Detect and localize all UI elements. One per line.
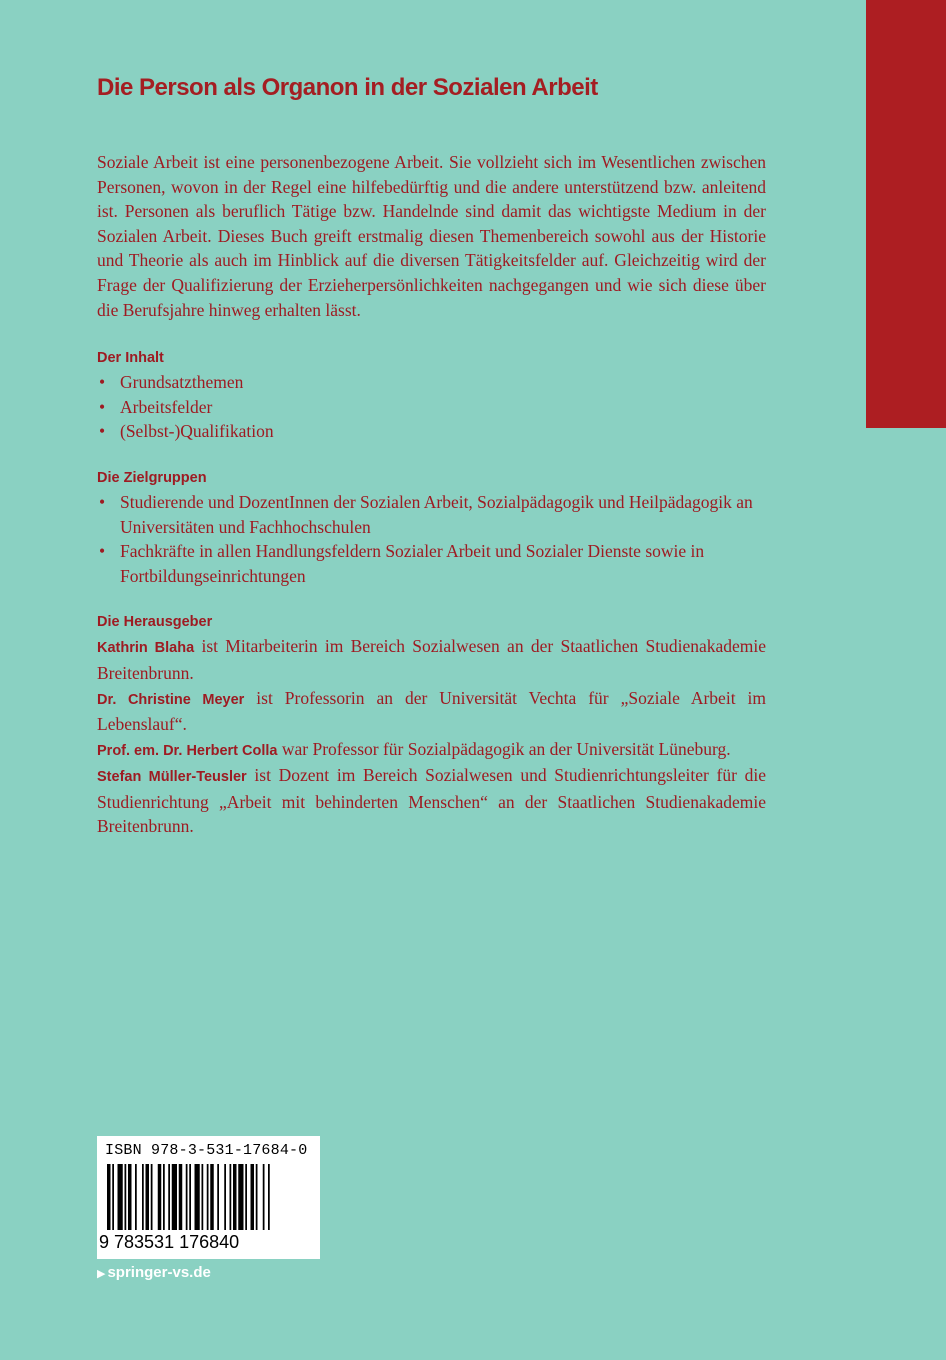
editor-name: Prof. em. Dr. Herbert Colla — [97, 742, 278, 759]
isbn-label: ISBN 978-3-531-17684-0 — [105, 1142, 308, 1159]
herausgeber-entry — [97, 634, 766, 685]
zielgruppen-heading: Die Zielgruppen — [97, 469, 207, 486]
editor-bio: war Professor für Sozialpädagogik an der Universität Lüneburg. — [281, 738, 731, 759]
bullet-icon: • — [99, 421, 106, 442]
editor-name: Dr. Christine Meyer — [97, 691, 245, 708]
editor-bio: ist Dozent im Bereich Sozialwesen und Studienrichtungsleiter für die Studienrichtung „Arbeit mit behinderten Menschen“ an der Staatlichen Studienakademie Breitenbrunn. — [97, 765, 766, 837]
website-label: springer-vs.de — [107, 1264, 211, 1281]
back-cover-content — [97, 72, 766, 839]
herausgeber-heading: Die Herausgeber — [97, 614, 213, 631]
editor-bio: ist Mitarbeiterin im Bereich Sozialwesen an der Staatlichen Studienakademie Breitenbrunn. — [97, 636, 767, 683]
inhalt-heading: Der Inhalt — [97, 350, 164, 367]
inhalt-item-label: (Selbst-)Qualifikation — [120, 421, 274, 442]
isbn-barcode — [97, 1136, 320, 1259]
inhalt-list — [97, 370, 766, 444]
herausgeber-entry — [97, 737, 766, 764]
bullet-icon: • — [99, 372, 106, 393]
book-title: Die Person als Organon in der Sozialen Arbeit — [97, 74, 598, 101]
list-item — [97, 370, 766, 395]
red-accent-band — [866, 0, 946, 428]
editor-name: Stefan Müller-Teusler — [97, 769, 247, 786]
barcode-digits: 9 783531 176840 — [99, 1232, 240, 1252]
herausgeber-entry — [97, 686, 766, 737]
publisher-website[interactable] — [97, 1264, 211, 1281]
list-item — [97, 419, 766, 444]
list-item — [97, 490, 766, 539]
inhalt-item-label: Grundsatzthemen — [120, 372, 244, 393]
editor-bio: ist Professorin an der Universität Vechta für „Soziale Arbeit im Lebenslauf“. — [97, 687, 766, 735]
bullet-icon: • — [99, 396, 106, 417]
book-description: Soziale Arbeit ist eine personenbezogene Arbeit. Sie vollzieht sich im Wesentlichen zwischen Personen, wovon in der Regel eine hilfebedürftig und die andere unterstützend bzw. anleitend ist. Personen als beruflich Tätige bzw. Handelnde sind damit das wichtigste Medium in der Sozialen Arbeit. Dieses Buch greift erstmalig diesen Themenbereich sowohl aus der Historie und Theorie als auch im Hinblick auf die diversen Tätigkeitsfelder auf. Gleichzeitig wird der Frage der Qualifizierung der Erzieherpersönlichkeiten nachgegangen und wie sich diese über die Berufsjahre hinweg erhalten lässt. — [97, 152, 766, 320]
herausgeber-entry — [97, 763, 766, 839]
barcode-bars-icon — [97, 1164, 320, 1234]
inhalt-item-label: Arbeitsfelder — [120, 396, 213, 417]
bullet-icon: • — [99, 491, 106, 512]
arrow-right-icon: ▶ — [97, 1268, 106, 1280]
zielgruppen-list — [97, 490, 766, 588]
list-item — [97, 395, 766, 420]
zielgruppe-item-label: Studierende und DozentInnen der Sozialen Arbeit, Sozialpädagogik und Heilpädagogik an Universitäten und Fachhochschulen — [120, 491, 753, 537]
bullet-icon: • — [99, 541, 106, 562]
list-item — [97, 539, 766, 588]
editor-name: Kathrin Blaha — [97, 640, 195, 657]
zielgruppe-item-label: Fachkräfte in allen Handlungsfeldern Sozialer Arbeit und Sozialer Dienste sowie in Fortbildungseinrichtungen — [120, 541, 705, 586]
